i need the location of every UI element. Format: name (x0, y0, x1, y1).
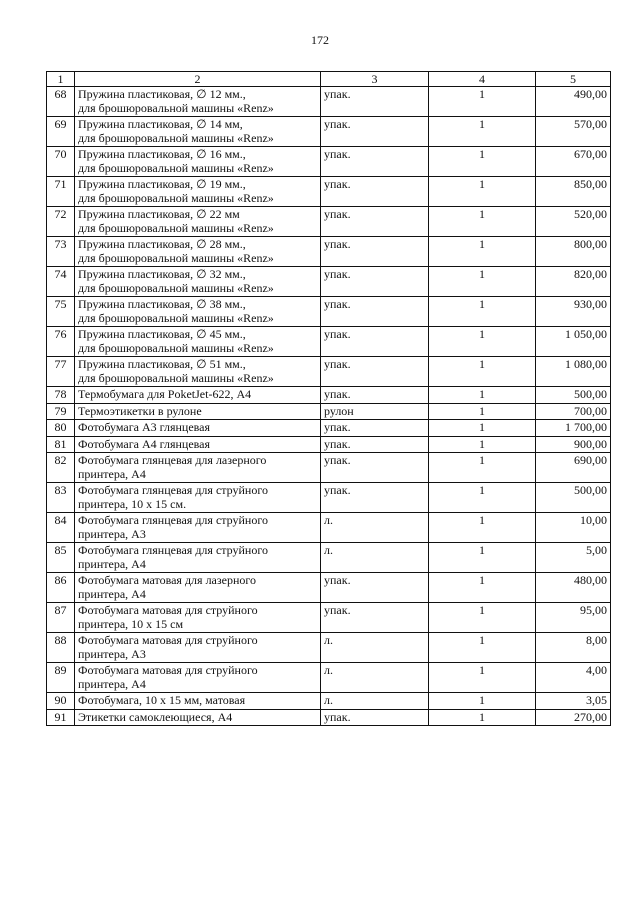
item-price: 490,00 (536, 87, 611, 117)
item-price: 95,00 (536, 603, 611, 633)
row-number: 82 (47, 453, 75, 483)
item-name-line-1: Пружина пластиковая, ∅ 51 мм., (78, 357, 246, 371)
item-name (75, 237, 321, 267)
item-name-line-1: Фотобумага матовая для струйного (78, 663, 258, 677)
item-price: 480,00 (536, 573, 611, 603)
item-quantity: 1 (429, 483, 536, 513)
row-number: 78 (47, 387, 75, 404)
table-row (47, 297, 611, 327)
page-number: 172 (311, 33, 329, 47)
item-price: 820,00 (536, 267, 611, 297)
item-name-line-1: Фотобумага А4 глянцевая (78, 436, 210, 451)
item-price: 670,00 (536, 147, 611, 177)
item-name (75, 117, 321, 147)
row-number: 75 (47, 297, 75, 327)
item-quantity: 1 (429, 297, 536, 327)
item-price: 850,00 (536, 177, 611, 207)
item-name-line-2: для брошюровальной машины «Renz» (78, 100, 274, 115)
row-number: 73 (47, 237, 75, 267)
header-col-5: 5 (536, 72, 611, 87)
table-row (47, 483, 611, 513)
item-name-line-2: для брошюровальной машины «Renz» (78, 220, 274, 235)
item-quantity: 1 (429, 87, 536, 117)
item-quantity: 1 (429, 573, 536, 603)
item-name-line-1: Пружина пластиковая, ∅ 16 мм., (78, 147, 246, 161)
row-number: 80 (47, 420, 75, 437)
item-price: 8,00 (536, 633, 611, 663)
item-quantity: 1 (429, 693, 536, 710)
item-quantity: 1 (429, 663, 536, 693)
row-number: 76 (47, 327, 75, 357)
item-price: 4,00 (536, 663, 611, 693)
item-name (75, 543, 321, 573)
item-name-line-1: Фотобумага глянцевая для струйного (78, 513, 268, 527)
item-name (75, 87, 321, 117)
item-quantity: 1 (429, 436, 536, 453)
item-unit: упак. (321, 709, 429, 726)
item-price: 930,00 (536, 297, 611, 327)
item-unit: упак. (321, 387, 429, 404)
item-name (75, 709, 321, 726)
item-unit: л. (321, 543, 429, 573)
item-name (75, 663, 321, 693)
item-unit: упак. (321, 357, 429, 387)
item-price: 700,00 (536, 403, 611, 420)
row-number: 91 (47, 709, 75, 726)
item-quantity: 1 (429, 633, 536, 663)
item-quantity: 1 (429, 453, 536, 483)
table-row (47, 663, 611, 693)
table-row (47, 513, 611, 543)
header-col-3: 3 (321, 72, 429, 87)
header-col-1: 1 (47, 72, 75, 87)
item-name-line-2: принтера, 10 х 15 см (78, 616, 184, 631)
item-unit: л. (321, 663, 429, 693)
item-name (75, 357, 321, 387)
item-price: 1 080,00 (536, 357, 611, 387)
table-row (47, 453, 611, 483)
item-quantity: 1 (429, 387, 536, 404)
item-quantity: 1 (429, 177, 536, 207)
row-number: 68 (47, 87, 75, 117)
item-name-line-2: принтера, 10 х 15 см. (78, 496, 187, 511)
item-name-line-1: Пружина пластиковая, ∅ 19 мм., (78, 177, 246, 191)
item-name (75, 420, 321, 437)
table-row (47, 603, 611, 633)
table-row (47, 117, 611, 147)
item-quantity: 1 (429, 147, 536, 177)
table-row (47, 207, 611, 237)
item-name (75, 453, 321, 483)
row-number: 85 (47, 543, 75, 573)
item-name-line-1: Пружина пластиковая, ∅ 14 мм, (78, 117, 243, 131)
item-price: 800,00 (536, 237, 611, 267)
item-unit: упак. (321, 453, 429, 483)
row-number: 77 (47, 357, 75, 387)
item-quantity: 1 (429, 267, 536, 297)
item-price: 5,00 (536, 543, 611, 573)
item-unit: л. (321, 693, 429, 710)
item-quantity: 1 (429, 237, 536, 267)
item-name (75, 297, 321, 327)
item-name-line-1: Фотобумага А3 глянцевая (78, 420, 210, 434)
item-name (75, 633, 321, 663)
item-price: 10,00 (536, 513, 611, 543)
table-row (47, 237, 611, 267)
item-name-line-2: для брошюровальной машины «Renz» (78, 370, 274, 385)
price-table (46, 71, 611, 726)
item-name-line-2: принтера, А4 (78, 466, 146, 481)
item-quantity: 1 (429, 357, 536, 387)
row-number: 72 (47, 207, 75, 237)
item-name-line-1: Термоэтикетки в рулоне (78, 403, 202, 418)
item-quantity: 1 (429, 543, 536, 573)
item-name (75, 207, 321, 237)
table-row (47, 420, 611, 437)
item-unit: рулон (321, 403, 429, 420)
item-price: 270,00 (536, 709, 611, 726)
item-unit: упак. (321, 603, 429, 633)
table-row (47, 693, 611, 710)
item-quantity: 1 (429, 420, 536, 437)
item-price: 1 050,00 (536, 327, 611, 357)
item-name-line-1: Фотобумага глянцевая для лазерного (78, 453, 267, 467)
item-name (75, 693, 321, 710)
row-number: 84 (47, 513, 75, 543)
table-row (47, 267, 611, 297)
header-row (47, 72, 611, 87)
item-unit: л. (321, 633, 429, 663)
item-name-line-2: для брошюровальной машины «Renz» (78, 160, 274, 175)
item-name-line-1: Пружина пластиковая, ∅ 12 мм., (78, 87, 246, 101)
item-unit: упак. (321, 573, 429, 603)
item-name-line-2: для брошюровальной машины «Renz» (78, 250, 274, 265)
item-unit: упак. (321, 117, 429, 147)
table-row (47, 147, 611, 177)
item-name (75, 513, 321, 543)
item-unit: упак. (321, 327, 429, 357)
row-number: 81 (47, 436, 75, 453)
row-number: 86 (47, 573, 75, 603)
item-name-line-2: для брошюровальной машины «Renz» (78, 340, 274, 355)
table-row (47, 709, 611, 726)
item-name-line-1: Пружина пластиковая, ∅ 22 мм (78, 207, 240, 221)
item-name (75, 403, 321, 420)
item-name (75, 573, 321, 603)
item-price: 570,00 (536, 117, 611, 147)
item-unit: упак. (321, 297, 429, 327)
item-name-line-1: Пружина пластиковая, ∅ 38 мм., (78, 297, 246, 311)
item-name-line-2: принтера, А3 (78, 646, 146, 661)
table-row (47, 543, 611, 573)
item-name-line-2: принтера, А3 (78, 526, 146, 541)
item-name (75, 267, 321, 297)
table-row (47, 87, 611, 117)
item-name-line-2: для брошюровальной машины «Renz» (78, 280, 274, 295)
item-name (75, 483, 321, 513)
item-name-line-2: для брошюровальной машины «Renz» (78, 310, 274, 325)
row-number: 89 (47, 663, 75, 693)
table-row (47, 633, 611, 663)
table-row (47, 327, 611, 357)
table-body (47, 87, 611, 726)
item-name-line-1: Фотобумага матовая для лазерного (78, 573, 256, 587)
row-number: 87 (47, 603, 75, 633)
item-quantity: 1 (429, 403, 536, 420)
item-unit: упак. (321, 147, 429, 177)
item-quantity: 1 (429, 327, 536, 357)
item-name (75, 603, 321, 633)
item-price: 900,00 (536, 436, 611, 453)
row-number: 74 (47, 267, 75, 297)
table-row (47, 177, 611, 207)
item-name-line-1: Фотобумага глянцевая для струйного (78, 483, 268, 497)
item-unit: упак. (321, 87, 429, 117)
item-quantity: 1 (429, 603, 536, 633)
header-col-2: 2 (75, 72, 321, 87)
row-number: 83 (47, 483, 75, 513)
table-row (47, 573, 611, 603)
row-number: 71 (47, 177, 75, 207)
table-row (47, 403, 611, 420)
item-price: 3,05 (536, 693, 611, 710)
item-quantity: 1 (429, 513, 536, 543)
row-number: 88 (47, 633, 75, 663)
row-number: 90 (47, 693, 75, 710)
item-name-line-1: Фотобумага матовая для струйного (78, 603, 258, 617)
item-unit: упак. (321, 177, 429, 207)
item-unit: упак. (321, 207, 429, 237)
item-name-line-1: Пружина пластиковая, ∅ 32 мм., (78, 267, 246, 281)
item-name (75, 177, 321, 207)
item-name-line-1: Фотобумага глянцевая для струйного (78, 543, 268, 557)
item-name-line-2: принтера, А4 (78, 586, 146, 601)
item-name-line-1: Пружина пластиковая, ∅ 45 мм., (78, 327, 246, 341)
item-name-line-1: Этикетки самоклеющиеся, А4 (78, 709, 233, 724)
item-price: 500,00 (536, 387, 611, 404)
item-name-line-1: Пружина пластиковая, ∅ 28 мм., (78, 237, 246, 251)
header-col-4: 4 (429, 72, 536, 87)
item-price: 690,00 (536, 453, 611, 483)
row-number: 79 (47, 403, 75, 420)
item-name (75, 327, 321, 357)
item-quantity: 1 (429, 117, 536, 147)
item-name (75, 147, 321, 177)
item-unit: л. (321, 513, 429, 543)
row-number: 70 (47, 147, 75, 177)
item-name (75, 436, 321, 453)
item-unit: упак. (321, 436, 429, 453)
item-name-line-2: принтера, А4 (78, 556, 146, 571)
table-row (47, 436, 611, 453)
item-name-line-2: для брошюровальной машины «Renz» (78, 130, 274, 145)
item-price: 500,00 (536, 483, 611, 513)
item-unit: упак. (321, 237, 429, 267)
item-price: 1 700,00 (536, 420, 611, 437)
item-unit: упак. (321, 267, 429, 297)
item-name-line-2: принтера, А4 (78, 676, 146, 691)
item-name (75, 387, 321, 404)
item-quantity: 1 (429, 207, 536, 237)
item-price: 520,00 (536, 207, 611, 237)
item-unit: упак. (321, 483, 429, 513)
table-row (47, 357, 611, 387)
item-unit: упак. (321, 420, 429, 437)
row-number: 69 (47, 117, 75, 147)
item-name-line-1: Фотобумага, 10 х 15 мм, матовая (78, 693, 246, 707)
item-name-line-1: Термобумага для PoketJet-622, А4 (78, 387, 252, 401)
item-name-line-2: для брошюровальной машины «Renz» (78, 190, 274, 205)
item-quantity: 1 (429, 709, 536, 726)
table-row (47, 387, 611, 404)
item-name-line-1: Фотобумага матовая для струйного (78, 633, 258, 647)
